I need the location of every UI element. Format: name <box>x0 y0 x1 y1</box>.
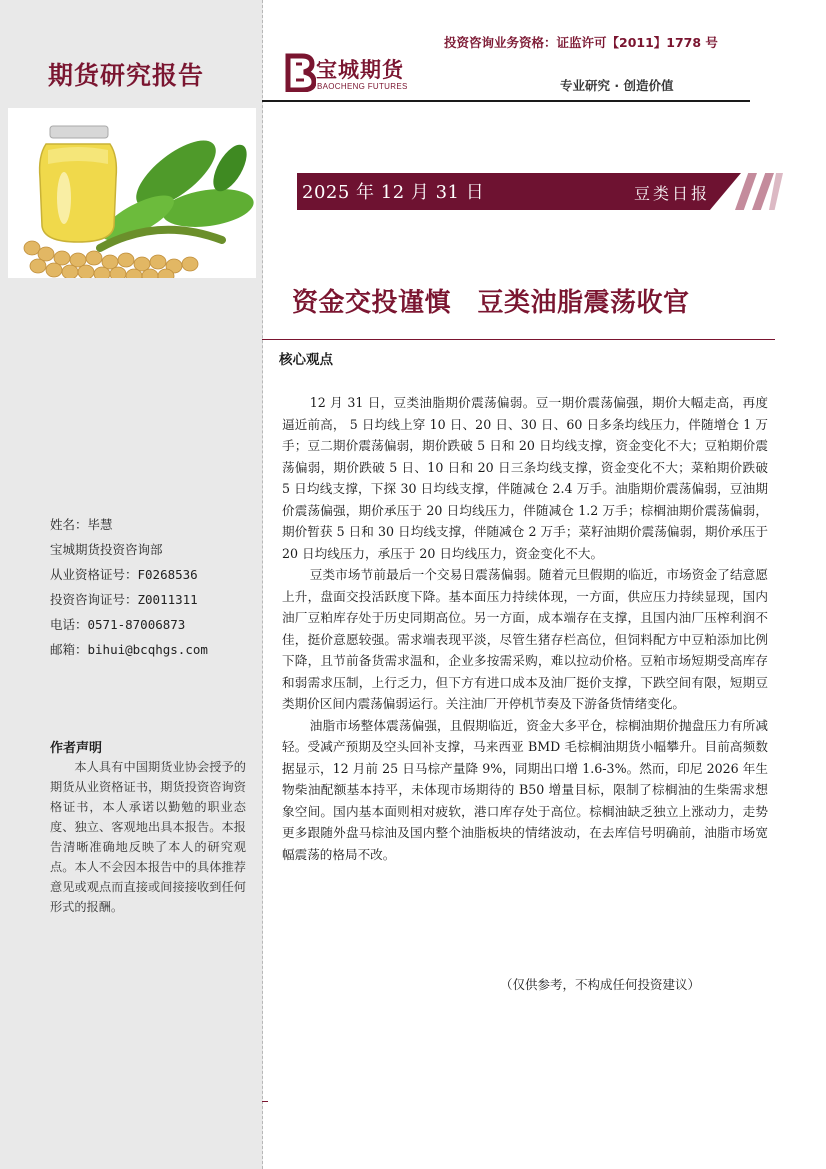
article-body <box>282 392 768 865</box>
paragraph-oil-market: 油脂市场整体震荡偏强，且假期临近，资金大多平仓，棕榈油期价抛盘压力有所减轻。受减产预期及空头回补支撑，马来西亚 BMD 毛棕榈油期货小幅攀升。目前高频数据显示，12 月前 25 日马棕产量降 9%，同期出口增 1.6-3%。然而，印尼 2026 年生物柴油配额基本持平，未体现市场期待的 B50 增量目标，限制了棕榈油的生柴需求想象空间。国内基本面则相对疲软，港口库存处于高位。棕榈油缺乏独立上涨动力，走势更多跟随外盘马棕油及国内整个油脂板块的情绪波动，在去库信号明确前，油脂市场宽幅震荡的格局不改。 <box>282 717 768 862</box>
report-category: 豆类日报 <box>634 184 711 203</box>
qualification-text: 投资咨询业务资格：证监许可【2011】1778 号 <box>444 35 718 50</box>
author-info <box>50 512 208 662</box>
soybean-oil-image <box>8 108 256 278</box>
logo-chinese-name: 宝城期货 <box>316 58 404 82</box>
author-phone: 电话：0571-87006873 <box>50 617 186 632</box>
declaration-text: 本人具有中国期货业协会授予的期货从业资格证书，期货投资咨询资格证书，本人承诺以勤勉的职业态度、独立、客观地出具本报告。本报告清晰准确地反映了本人的研究观点。本人不会因本报告中的具体推荐意见或观点而直接或间接接收到任何形式的报酬。 <box>50 760 246 914</box>
author-certificate: 从业资格证号：F0268536 <box>50 567 198 582</box>
page-footer-mark <box>262 1101 268 1102</box>
paragraph-soybean-market: 豆类市场节前最后一个交易日震荡偏弱。随着元旦假期的临近，市场资金了结意愿上升，盘面交投活跃度下降。基本面压力持续体现，一方面，供应压力持续显现，国内油厂豆粕库存处于历史同期高位。另一方面，成本端存在支撑，且国内油厂压榨利润不佳，挺价意愿较强。需求端表现平淡，尽管生猪存栏高位，但饲料配方中豆粕添加比例下降，且节前备货需求温和，企业多按需采购，难以拉动价格。豆粕市场短期受高库存和弱需求压制，上行乏力，但下方有进口成本及油厂挺价支撑，下跌空间有限，短期豆类期价区间内震荡偏弱运行。关注油厂开停机节奏及下游备货情绪变化。 <box>282 567 768 711</box>
disclaimer: （仅供参考，不构成任何投资建议） <box>500 977 701 992</box>
report-date: 2025 年 12 月 31 日 <box>302 182 485 203</box>
logo-mark-icon <box>284 52 316 92</box>
declaration-title: 作者声明 <box>50 741 103 756</box>
author-consult-certificate: 投资咨询证号：Z0011311 <box>50 592 198 607</box>
paragraph-market-summary: 12 月 31 日，豆类油脂期价震荡偏弱。豆一期价震荡偏强，期价大幅走高，再度逼近前高， 5 日均线上穿 10 日、20 日、30 日、60 日多条均线压力，伴随增仓 1 万手；豆二期价震荡偏弱，期价跌破 5 日和 20 日均线支撑，资金变化不大；豆粕期价震荡偏弱，期价跌破 5 日、10 日和 20 日三条均线支撑，资金变化不大；菜粕期价跌破 5 日均线支撑，下探 30 日均线支撑，伴随减仓 2.4 万手。油脂期价震荡偏弱，豆油期价震荡偏强，期价承压于 20 日均线压力，伴随减仓 1.2 万手；棕榈油期价震荡偏弱，期价暂获 5 日和 30 日均线支撑，伴随减仓 2 万手；菜籽油期价震荡偏弱，期价承压于 20 日均线压力，承压于 20 日均线压力，资金变化不大。 <box>282 395 768 561</box>
logo-english-name: BAOCHENG FUTURES <box>317 82 408 91</box>
core-view-title: 核心观点 <box>279 352 333 368</box>
author-department: 宝城期货投资咨询部 <box>50 542 163 557</box>
slogan: 专业研究 · 创造价值 <box>560 78 674 93</box>
headline-divider <box>262 339 775 340</box>
header-divider <box>262 100 750 102</box>
author-email: 邮箱：bihui@bcqhgs.com <box>50 642 208 657</box>
company-logo <box>284 52 424 98</box>
article-headline: 资金交投谨慎 豆类油脂震荡收官 <box>292 288 690 318</box>
soybean-oil-illustration <box>8 108 256 278</box>
report-type-title: 期货研究报告 <box>48 61 205 90</box>
author-name: 姓名：毕慧 <box>50 517 113 532</box>
banner-stripe-1 <box>735 173 757 210</box>
